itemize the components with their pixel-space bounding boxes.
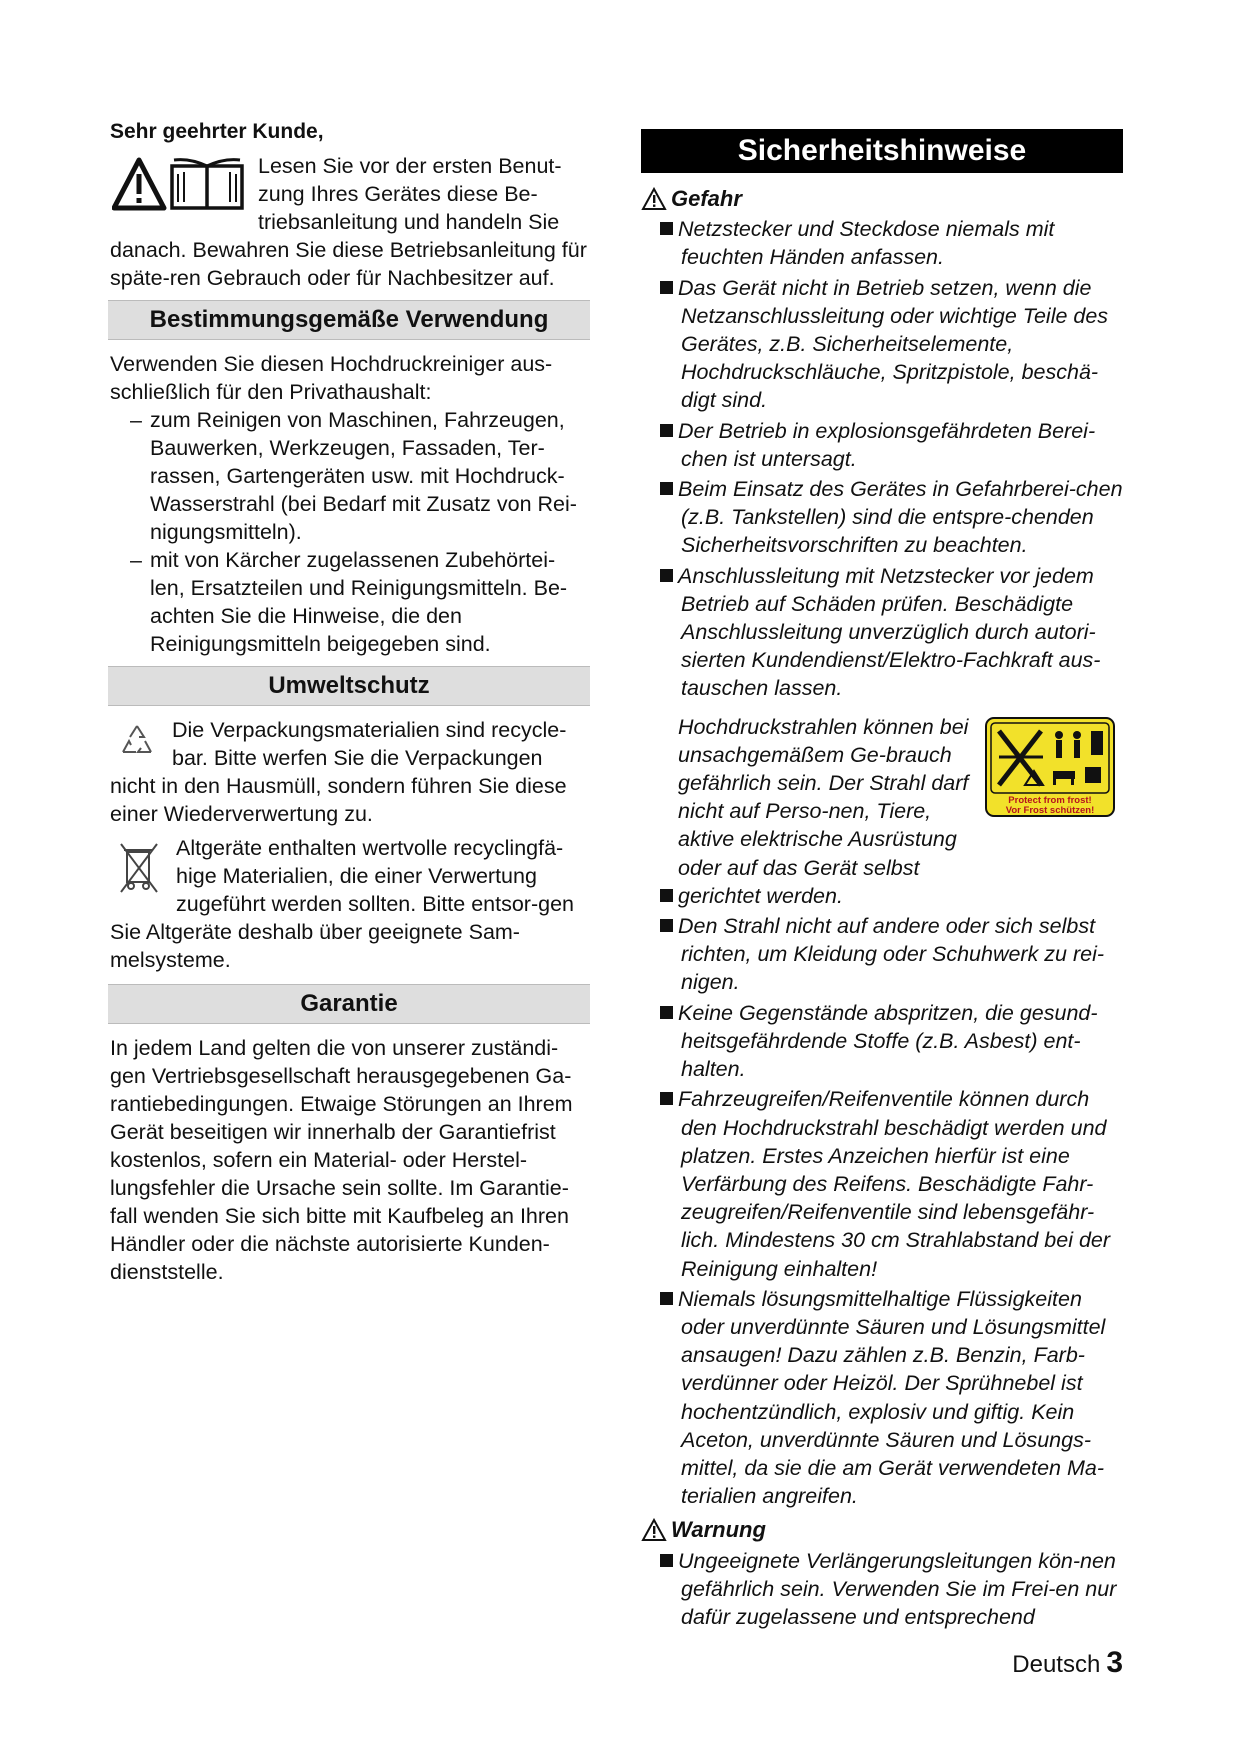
high-pressure-item [641, 713, 1123, 910]
section-heading-environment: Umweltschutz [108, 666, 590, 706]
warning-triangle-icon [641, 1518, 667, 1542]
warning-manual-icon [112, 156, 246, 214]
warning-heading: Warnung [641, 1516, 1123, 1544]
list-item: Niemals lösungsmittelhaltige Flüssigkeiten oder unverdünnte Säuren und Lösungsmittel ansaugen! Dazu zählen z.B. Benzin, Farb-verdünner oder Heizöl. Der Sprühnebel ist hochentzündlich, explosiv und giftig. Kein Aceton, unverdünnte Säuren und Lösungs-mittel, da sie die am Gerät verwendeten Ma-terialien angreifen. [641, 1285, 1123, 1511]
right-column [641, 129, 1123, 1633]
sign-text-en: Protect from frost! [1008, 794, 1092, 806]
list-item: Beim Einsatz des Gerätes in Gefahrberei-chen (z.B. Tankstellen) sind die entspre-chenden Sicherheitsvorschriften zu beachten. [641, 475, 1123, 560]
bullet-square-icon [660, 1554, 673, 1567]
dash-marker: – [130, 548, 142, 572]
list-item: – mit von Kärcher zugelassenen Zubehörtei-len, Ersatzteilen und Reinigungsmitteln. Be-achten Sie die Hinweise, die den Reinigungsmitteln beigegeben sind. [130, 548, 568, 656]
bullet-square-icon [660, 482, 673, 495]
list-item: Keine Gegenstände abspritzen, die gesund-heitsgefährdende Stoffe (z.B. Asbest) ent-halten. [641, 999, 1123, 1084]
danger-heading: Gefahr [641, 185, 1123, 213]
list-item: Fahrzeugreifen/Reifenventile können durch den Hochdruckstrahl beschädigt werden und platzen. Erstes Anzeichen hierfür ist eine Verfärbung des Reifens. Beschädigte Fahr-zeugreifen/Reifenventile sind lebensgefähr-lich. Mindestens 30 cm Strahlabstand bei der Reinigung einhalten! [641, 1085, 1123, 1282]
disposal-paragraph: Altgeräte enthalten wertvolle recyclingfä-hige Materialien, die einer Verwertung zugeführt werden sollten. Bitte entsor-gen Sie Altgeräte deshalb über geeignete Sam-melsysteme. [110, 836, 574, 972]
dash-marker: – [130, 408, 142, 432]
bullet-square-icon [660, 919, 673, 932]
list-item: Der Betrieb in explosionsgefährdeten Berei-chen ist untersagt. [641, 417, 1123, 473]
intended-use-text: Verwenden Sie diesen Hochdruckreiniger aus-schließlich für den Privathaushalt: [110, 352, 553, 404]
list-item: Das Gerät nicht in Betrieb setzen, wenn die Netzanschlussleitung oder wichtige Teile des Gerätes, z.B. Sicherheitselemente, Hochdruckschläuche, Spritzpistole, beschä-digt sind. [641, 274, 1123, 415]
list-item: Netzstecker und Steckdose niemals mit feuchten Händen anfassen. [641, 215, 1123, 271]
bullet-square-icon [660, 1292, 673, 1305]
list-item: – zum Reinigen von Maschinen, Fahrzeugen, Bauwerken, Werkzeugen, Fassaden, Ter-rassen, Gartengeräten usw. mit Hochdruck-Wasserstrahl (bei Bedarf mit Zusatz von Rei-nigungsmitteln). [130, 408, 577, 544]
intro-block [110, 152, 588, 292]
footer-language: Deutsch [1012, 1651, 1101, 1678]
bullet-square-icon [660, 569, 673, 582]
page-title: Sicherheitshinweise [641, 129, 1123, 173]
bullet-square-icon [660, 281, 673, 294]
intro-text: Lesen Sie vor der ersten Benut-zung Ihres Gerätes diese Be-triebsanleitung und handeln Sie danach. Bewahren Sie diese Betriebsanleitung für späte-ren Gebrauch oder für Nachbesitzer auf. [110, 154, 587, 290]
recycle-icon [118, 722, 156, 760]
section-heading-intended-use: Bestimmungsgemäße Verwendung [108, 300, 590, 340]
high-pressure-warning-sign-icon [985, 717, 1115, 817]
hp-text-wrap: Hochdruckstrahlen können bei unsachgemäßem Ge-brauch gefährlich sein. Der Strahl darf nicht auf Perso-nen, Tiere, aktive elektrische Ausrüstung oder auf das Gerät selbst gerichtet werden. [678, 714, 969, 908]
bullet-square-icon [660, 889, 673, 902]
warranty-text: In jedem Land gelten die von unserer zuständi-gen Vertriebsgesellschaft herausgegebenen Ga-rantiebedingungen. Etwaige Störungen an Ihrem Gerät beseitigen wir innerhalb der Garantiefrist kostenlos, sofern ein Material- oder Herstel-lungsfehler die Ursache sein sollte. Im Garantie-fall wenden Sie sich bitte mit Kaufbeleg an Ihren Händler oder die nächste autorisierte Kunden-dienststelle. [110, 1036, 573, 1284]
recycle-paragraph: Die Verpackungsmaterialien sind recycle-bar. Bitte werfen Sie die Verpackungen nicht in den Hausmüll, sondern führen Sie diese einer Wiederverwertung zu. [110, 718, 567, 826]
page-number: 3 [1106, 1646, 1123, 1679]
warning-triangle-icon [641, 187, 667, 211]
list-item: Ungeeignete Verlängerungsleitungen kön-nen gefährlich sein. Verwenden Sie im Frei-en nur dafür zugelassene und entsprechend [641, 1547, 1123, 1632]
crossed-bin-icon [118, 840, 160, 896]
sign-text-de: Vor Frost schützen! [1005, 804, 1095, 816]
bullet-square-icon [660, 1092, 673, 1105]
page-footer [1012, 1646, 1123, 1680]
bullet-square-icon [660, 424, 673, 437]
greeting: Sehr geehrter Kunde, [110, 120, 324, 143]
list-item: Den Strahl nicht auf andere oder sich selbst richten, um Kleidung oder Schuhwerk zu rei-nigen. [641, 912, 1123, 997]
bullet-square-icon [660, 1006, 673, 1019]
list-item: Anschlussleitung mit Netzstecker vor jedem Betrieb auf Schäden prüfen. Beschädigte Anschlussleitung unverzüglich durch autori-sierten Kundendienst/Elektro-Fachkraft aus-tauschen lassen. [641, 562, 1123, 703]
left-column [110, 118, 588, 1286]
bullet-square-icon [660, 222, 673, 235]
section-heading-warranty: Garantie [108, 984, 590, 1024]
